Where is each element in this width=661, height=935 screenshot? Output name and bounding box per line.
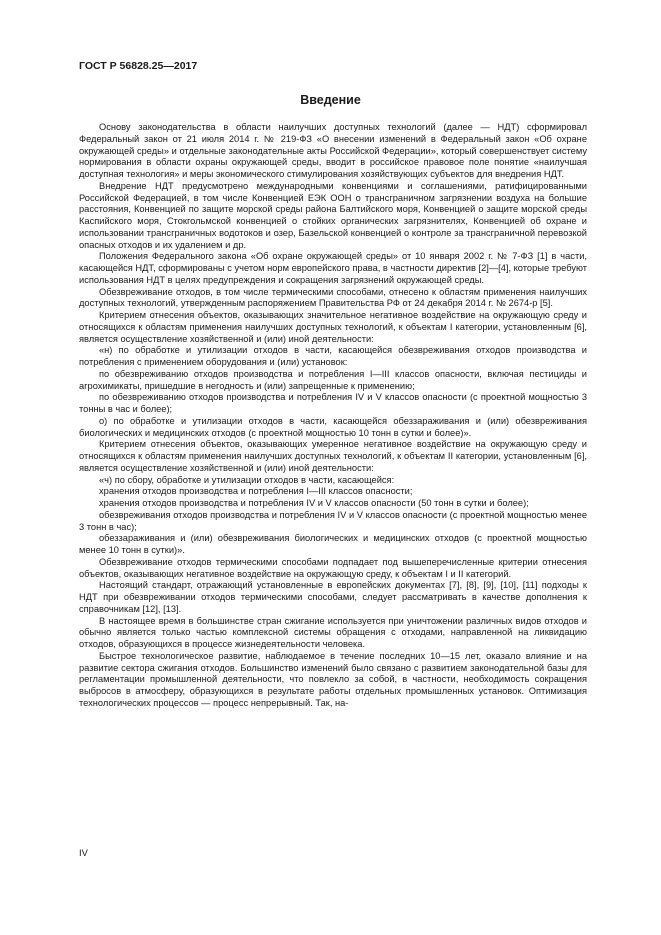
paragraph: Быстрое технологическое развитие, наблюдаемое в течение последних 10—15 лет, оказало влияние и на развитие сектора сжигания отходов. Большинство изменений было связано с развитием законодательной базы для регламентации промышленной деятельности, что повлекло за собой, в частности, необходимость сокращения выбросов в атмосферу, образующихся в результате работы отдельных промышленных установок. Оптимизация технологических процессов — процесс непрерывный. Так, на- xyxy=(79,650,587,708)
paragraph: Настоящий стандарт, отражающий установленные в европейских документах [7], [8], [9], [10], [11] подходы к НДТ при обезвреживании отходов термическими способами, следует рассматривать в качестве дополнения к справочникам [12], [13]. xyxy=(79,580,587,614)
paragraph: по обезвреживанию отходов производства и потребления IV и V классов опасности (с проектной мощностью 3 тонны в час и более); xyxy=(79,392,587,414)
paragraph: обеззараживания и (или) обезвреживания биологических и медицинских отходов (с проектной мощностью менее 10 тонн в сутки)». xyxy=(79,533,587,555)
paragraph: Основу законодательства в области наилучших доступных технологий (далее — НДТ) сформировал Федеральный закон от 21 июля 2014 г. № 219-ФЗ «О внесении изменений в Федеральный закон «Об охране окружающей среды» и отдельные законодательные акты Российской Федерации», который совершенствует систему нормирования в области охраны окружающей среды, вводит в российское правовое поле понятие «наилучшая доступная технология» и меры экономического стимулирования хозяйствующих субъектов для внедрения НДТ. xyxy=(79,122,587,179)
section-title: Введение xyxy=(300,93,361,107)
paragraph: хранения отходов производства и потребления I—III классов опасности; xyxy=(99,486,413,497)
paragraph: «ч) по сбору, обработке и утилизации отходов в части, касающейся: xyxy=(99,474,395,485)
paragraph: обезвреживания отходов производства и потребления IV и V классов опасности (с проектной мощностью менее 3 тонн в час); xyxy=(79,509,587,532)
paragraph: по обезвреживанию отходов производства и потребления I—III классов опасности, включая пестициды и агрохимикаты, пришедшие в негодность и (или) запрещенные к применению; xyxy=(79,368,587,391)
document-number: ГОСТ Р 56828.25—2017 xyxy=(79,60,198,72)
paragraph: Обезвреживание отходов термическими способами подпадает под вышеперечисленные критерии отнесения объектов, оказывающих негативное воздействие на окружающую среду, к объектам I и II категорий. xyxy=(79,556,587,579)
paragraph: Критерием отнесения объектов, оказывающих значительное негативное воздействие на окружающую среду и относящихся к областям применения наилучших доступных технологий, к объектам I категории, установленным [6], является осуществление хозяйственной и (или) иной деятельности: xyxy=(79,310,587,344)
paragraph: о) по обработке и утилизации отходов в части, касающейся обеззараживания и (или) обезвреживания биологических и медицинских отходов (с проектной мощностью 10 тонн в сутки и более)». xyxy=(79,415,587,438)
paragraph: Положения Федерального закона «Об охране окружающей среды» от 10 января 2002 г. № 7-ФЗ [1] в части, касающейся НДТ, сформированы с учетом норм европейского права, в частности директив [2]—[4], которые требуют использования НДТ в целях предупреждения и сокращения загрязнений окружающей среды. xyxy=(79,251,587,285)
paragraph: хранения отходов производства и потребления IV и V классов опасности (50 тонн в сутки и более); xyxy=(99,498,529,508)
paragraph: Обезвреживание отходов, в том числе термическими способами, отнесено к областям применения наилучших доступных технологий, утвержденным распоряжением Правительства РФ от 24 декабря 2014 г. № 2674-р [5]. xyxy=(79,286,587,309)
paragraph: Внедрение НДТ предусмотрено международными конвенциями и соглашениями, ратифицированными Российской Федерацией, в том числе Конвенцией ЕЭК ООН о трансграничном загрязнении воздуха на большие расстояния, Конвенцией по защите морской среды района Балтийского моря, Конвенцией о защите морской среды Каспийского моря, Стокгольмской конвенцией о стойких органических загрязнителях, Конвенцией об охране и использовании трансграничных водотоков и озер, Базельской конвенцией о контроле за трансграничной перевозкой опасных отходов и их удалением и др. xyxy=(79,180,587,250)
paragraph: «н) по обработке и утилизации отходов в части, касающейся обезвреживания отходов производства и потребления с применением оборудования и (или) установок: xyxy=(79,345,587,367)
body-text xyxy=(79,122,587,710)
page-number: IV xyxy=(79,848,88,858)
paragraph: В настоящее время в большинстве стран сжигание используется при уничтожении различных видов отходов и обычно является только частью комплексной системы обращения с отходами, направленной на ликвидацию отходов, образующихся в процессе жизнедеятельности человека. xyxy=(79,615,587,649)
paragraph: Критерием отнесения объектов, оказывающих умеренное негативное воздействие на окружающую среду и относящихся к областям применения наилучших доступных технологий, к объектам II категории, установленным [6], является осуществление хозяйственной и (или) иной деятельности: xyxy=(79,439,587,473)
